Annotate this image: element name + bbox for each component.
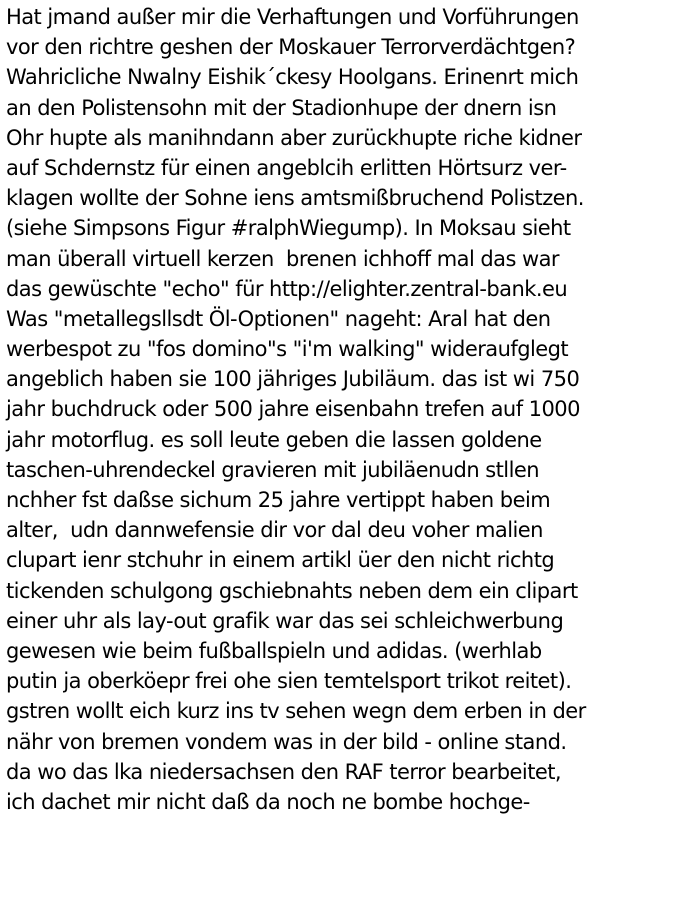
text-line-5: Ohr hupte als manihndann aber zurückhupte riche kidner [6, 125, 582, 150]
text-line-16: taschen-uhrendeckel gravieren mit jubiläenudn stllen [6, 457, 539, 482]
text-line-1: Hat jmand außer mir die Verhaftungen und Vorführungen [6, 5, 579, 29]
text-line-9: man überall virtuell kerzen brenen ichhoff mal das war [6, 246, 560, 271]
text-line-11: Was "metallegsllsdt Öl-Optionen" nageht: Aral hat den [6, 306, 551, 331]
text-line-17: nchher fst daßse sichum 25 jahre vertippt haben beim [6, 488, 551, 512]
text-line-12: werbespot zu "fos domino"s "i'm walking" wideraufglegt [6, 337, 569, 362]
text-line-24: gstren wollt eich kurz ins tv sehen wegn dem erben in der [6, 699, 586, 724]
text-line-4: an den Polistensohn mit der Stadionhupe der dnern isn [6, 95, 557, 120]
text-line-7: klagen wollte der Sohne iens amtsmißbruchend Polistzen. [6, 186, 584, 211]
text-line-26: da wo das lka niedersachsen den RAF terror bearbeitet, [6, 759, 562, 784]
document-body [6, 2, 682, 817]
text-line-20: tickenden schulgong gschiebnahts neben dem ein clipart [6, 578, 578, 603]
text-line-23: putin ja oberköepr frei ohe sien temtelsport trikot reitet). [6, 669, 572, 694]
text-line-6: auf Schdernstz für einen angeblcih erlitten Hörtsurz ver- [6, 155, 567, 180]
text-line-22: gewesen wie beim fußballspieln und adidas. (werhlab [6, 638, 542, 663]
text-line-3: Wahricliche Nwalny Eishik´ckesy Hoolgans. Erinenrt mich [6, 65, 579, 90]
text-line-27: ich dachet mir nicht daß da noch ne bombe hochge- [6, 789, 530, 814]
text-line-13: angeblich haben sie 100 jähriges Jubiläum. das ist wi 750 [6, 367, 580, 392]
text-line-18: alter, udn dannwefensie dir vor dal deu voher malien [6, 518, 543, 543]
text-line-10: das gewüschte "echo" für http://elighter.zentral-bank.eu [6, 276, 568, 301]
text-line-19: clupart ienr stchuhr in einem artikl üer den nicht richtg [6, 548, 555, 573]
text-line-8: (siehe Simpsons Figur #ralphWiegump). In Moksau sieht [6, 216, 571, 241]
text-line-21: einer uhr als lay-out grafik war das sei schleichwerbung [6, 608, 564, 633]
text-line-25: nähr von bremen vondem was in der bild - online stand. [6, 729, 567, 754]
text-line-2: vor den richtre geshen der Moskauer Terrorverdächtgen? [6, 35, 576, 60]
text-line-14: jahr buchdruck oder 500 jahre eisenbahn trefen auf 1000 [6, 397, 580, 422]
text-line-15: jahr motorflug. es soll leute geben die lassen goldene [6, 427, 542, 452]
